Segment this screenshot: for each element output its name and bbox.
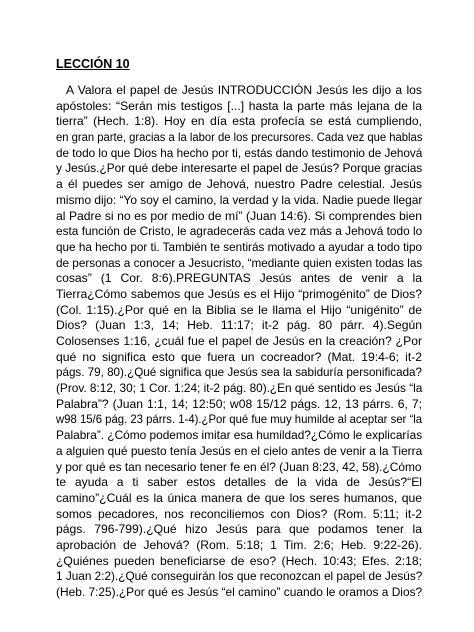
body-line: Palabra”? (Juan 1:1, 14; 12:50; w08 15/12 págs. 12, 13 párrs. 6, 7; — [56, 396, 422, 411]
body-line: esta función de Cristo, le agradecerás cada vez más a Jehová todo lo — [56, 224, 423, 239]
body-line: (Prov. 8:12, 30; 1 Cor. 1:24; it-2 pág. 80).¿En qué sentido es Jesús “la — [56, 381, 423, 396]
body-line: págs. 79, 80).¿Qué significa que Jesús sea la sabiduría personificada? — [56, 365, 422, 380]
body-line: cosas” (1 Cor. 8:6).PREGUNTAS Jesús antes de venir a la — [56, 271, 422, 286]
body-line: y por qué es tan necesario tener fe en él? (Juan 8:23, 42, 58).¿Cómo — [56, 459, 422, 474]
lesson-body — [56, 83, 422, 601]
lesson-title: LECCIÓN 10 — [56, 57, 130, 71]
body-line: somos pecadores, nos reconciliemos con Dios? (Rom. 5:11; it-2 — [56, 506, 422, 521]
body-line: Colosenses 1:16, ¿cuál fue el papel de Jesús en la creación? ¿Por — [56, 334, 422, 348]
body-line: y Jesús.¿Por qué debe interesarte el papel de Jesús? Porque gracias — [56, 161, 423, 176]
body-line: (Col. 1:15).¿Por qué en la Biblia se le llama el Hijo “unigénito” de — [56, 302, 422, 317]
body-line: Palabra”. ¿Cómo podemos imitar esa humildad?¿Cómo le explicarías — [56, 428, 423, 443]
body-line: al Padre si no es por medio de mí” (Juan 14:6). Si comprendes bien — [56, 208, 422, 223]
body-line: w98 15/6 pág. 23 párrs. 1-4).¿Por qué fue muy humilde al aceptar ser “la — [56, 412, 423, 427]
body-line: apóstoles: “Serán mis testigos [...] hasta la parte más lejana de la — [56, 98, 422, 113]
body-line: 1 Juan 2:2).¿Qué conseguirán los que reconozcan el papel de Jesús? — [56, 569, 423, 584]
body-line: tierra” (Hech. 1:8). Hoy en día esta profecía se está cumpliendo, — [56, 114, 422, 129]
body-line: camino”¿Cuál es la única manera de que los seres humanos, que — [56, 490, 422, 505]
body-line: te ayuda a ti saber estos detalles de la vida de Jesús?“El — [56, 475, 422, 490]
body-line: que ha hecho por ti. También te sentirás motivado a ayudar a todo tipo — [56, 239, 423, 254]
body-line: mismo dijo: “Yo soy el camino, la verdad y la vida. Nadie puede llegar — [56, 192, 423, 207]
body-line: a él puedes ser amigo de Jehová, nuestro Padre celestial. Jesús — [56, 177, 422, 192]
body-line: págs. 796-799).¿Qué hizo Jesús para que podamos tener la — [56, 522, 422, 537]
body-line: (Heb. 7:25).¿Por qué es Jesús “el camino” cuando le oramos a Dios? — [56, 585, 423, 599]
body-line: de todo lo que Dios ha hecho por ti, estás dando testimonio de Jehová — [56, 145, 423, 160]
body-line: Tierra¿Cómo sabemos que Jesús es el Hijo “primogénito” de Dios? — [56, 286, 422, 301]
body-line: aprobación de Jehová? (Rom. 5:18; 1 Tim. 2:6; Heb. 9:22-26). — [56, 537, 422, 552]
body-line: ¿Quiénes pueden beneficiarse de eso? (Hech. 10:43; Efes. 2:18; — [56, 553, 422, 568]
body-line: Dios? (Juan 1:3, 14; Heb. 11:17; it-2 pág. 80 párr. 4).Según — [56, 318, 422, 333]
body-line: A Valora el papel de Jesús INTRODUCCIÓN Jesús les dijo a los — [66, 83, 422, 97]
body-line: de personas a conocer a Jesucristo, “mediante quien existen todas las — [56, 255, 423, 270]
body-line: en gran parte, gracias a la labor de los precursores. Cada vez que hablas — [56, 130, 423, 145]
body-line: a alguien qué puesto tenía Jesús en el cielo antes de venir a la Tierra — [56, 443, 423, 458]
body-line: qué no significa esto que fuera un cocreador? (Mat. 19:4-6; it-2 — [56, 349, 422, 364]
